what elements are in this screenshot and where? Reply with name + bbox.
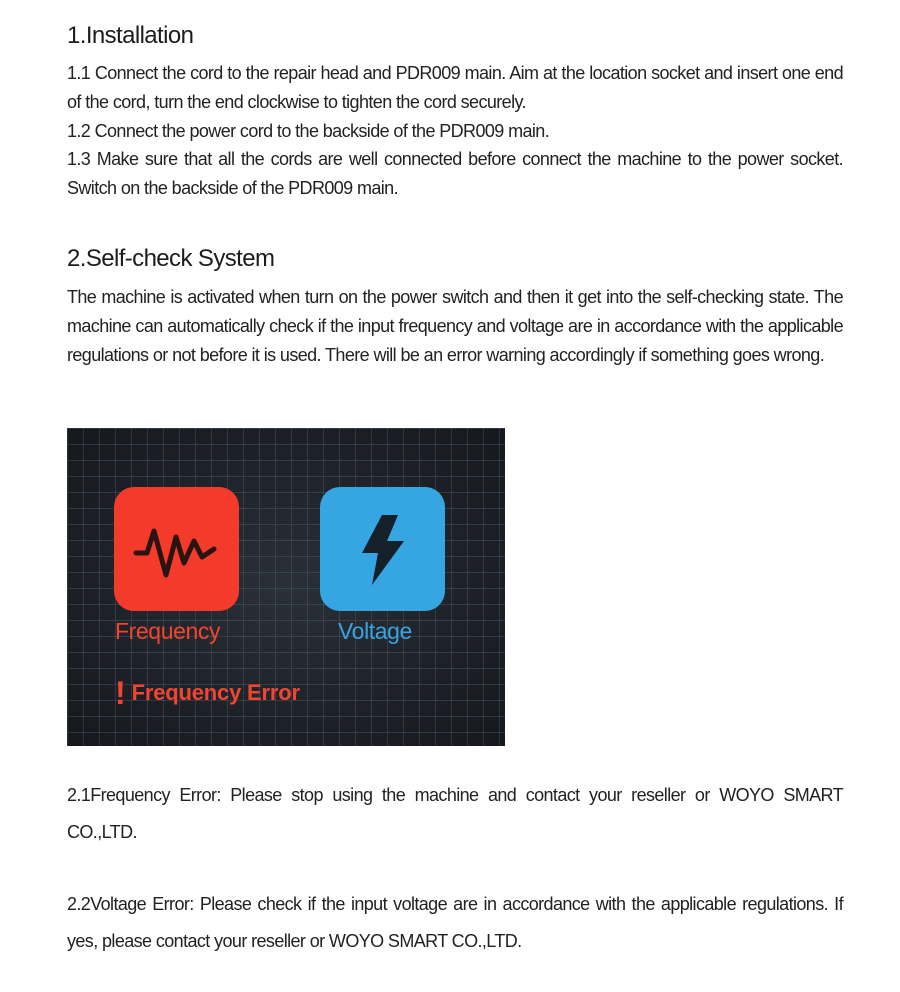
self-check-heading: 2.Self-check System xyxy=(67,245,275,272)
frequency-tile xyxy=(114,487,239,611)
installation-step-1-3: 1.3 Make sure that all the cords are well connected before connect the machine to the power socket. Switch on the backside of the PDR009 main. xyxy=(67,149,843,198)
installation-step-1-2: 1.2 Connect the power cord to the backside of the PDR009 main. xyxy=(67,121,550,141)
self-check-intro: The machine is activated when turn on the power switch and then it get into the self-checking state. The machine can automatically check if the input frequency and voltage are in accordance with the applicable regulations or not before it is used. There will be an error warning accordingly if something goes wrong. xyxy=(67,287,843,365)
voltage-label: Voltage xyxy=(338,618,412,644)
voltage-tile xyxy=(320,487,445,611)
voltage-error-instruction: 2.2Voltage Error: Please check if the input voltage are in accordance with the applicable regulations. If yes, please contact your reseller or WOYO SMART CO.,LTD. xyxy=(67,894,843,951)
frequency-error-message xyxy=(115,676,300,710)
self-check-screen-image xyxy=(67,428,505,746)
frequency-error-instruction: 2.1Frequency Error: Please stop using the machine and contact your reseller or WOYO SMART CO.,LTD. xyxy=(67,785,843,842)
pulse-waveform-icon xyxy=(114,487,239,611)
frequency-label: Frequency xyxy=(115,618,221,644)
frequency-error-text: Frequency Error xyxy=(131,680,300,705)
lightning-bolt-icon xyxy=(320,487,445,611)
installation-heading: 1.Installation xyxy=(67,22,194,49)
installation-step-1-1: 1.1 Connect the cord to the repair head and PDR009 main. Aim at the location socket and insert one end of the cord, turn the end clockwise to tighten the cord securely. xyxy=(67,63,843,112)
warning-exclamation-icon: ! xyxy=(115,675,126,711)
